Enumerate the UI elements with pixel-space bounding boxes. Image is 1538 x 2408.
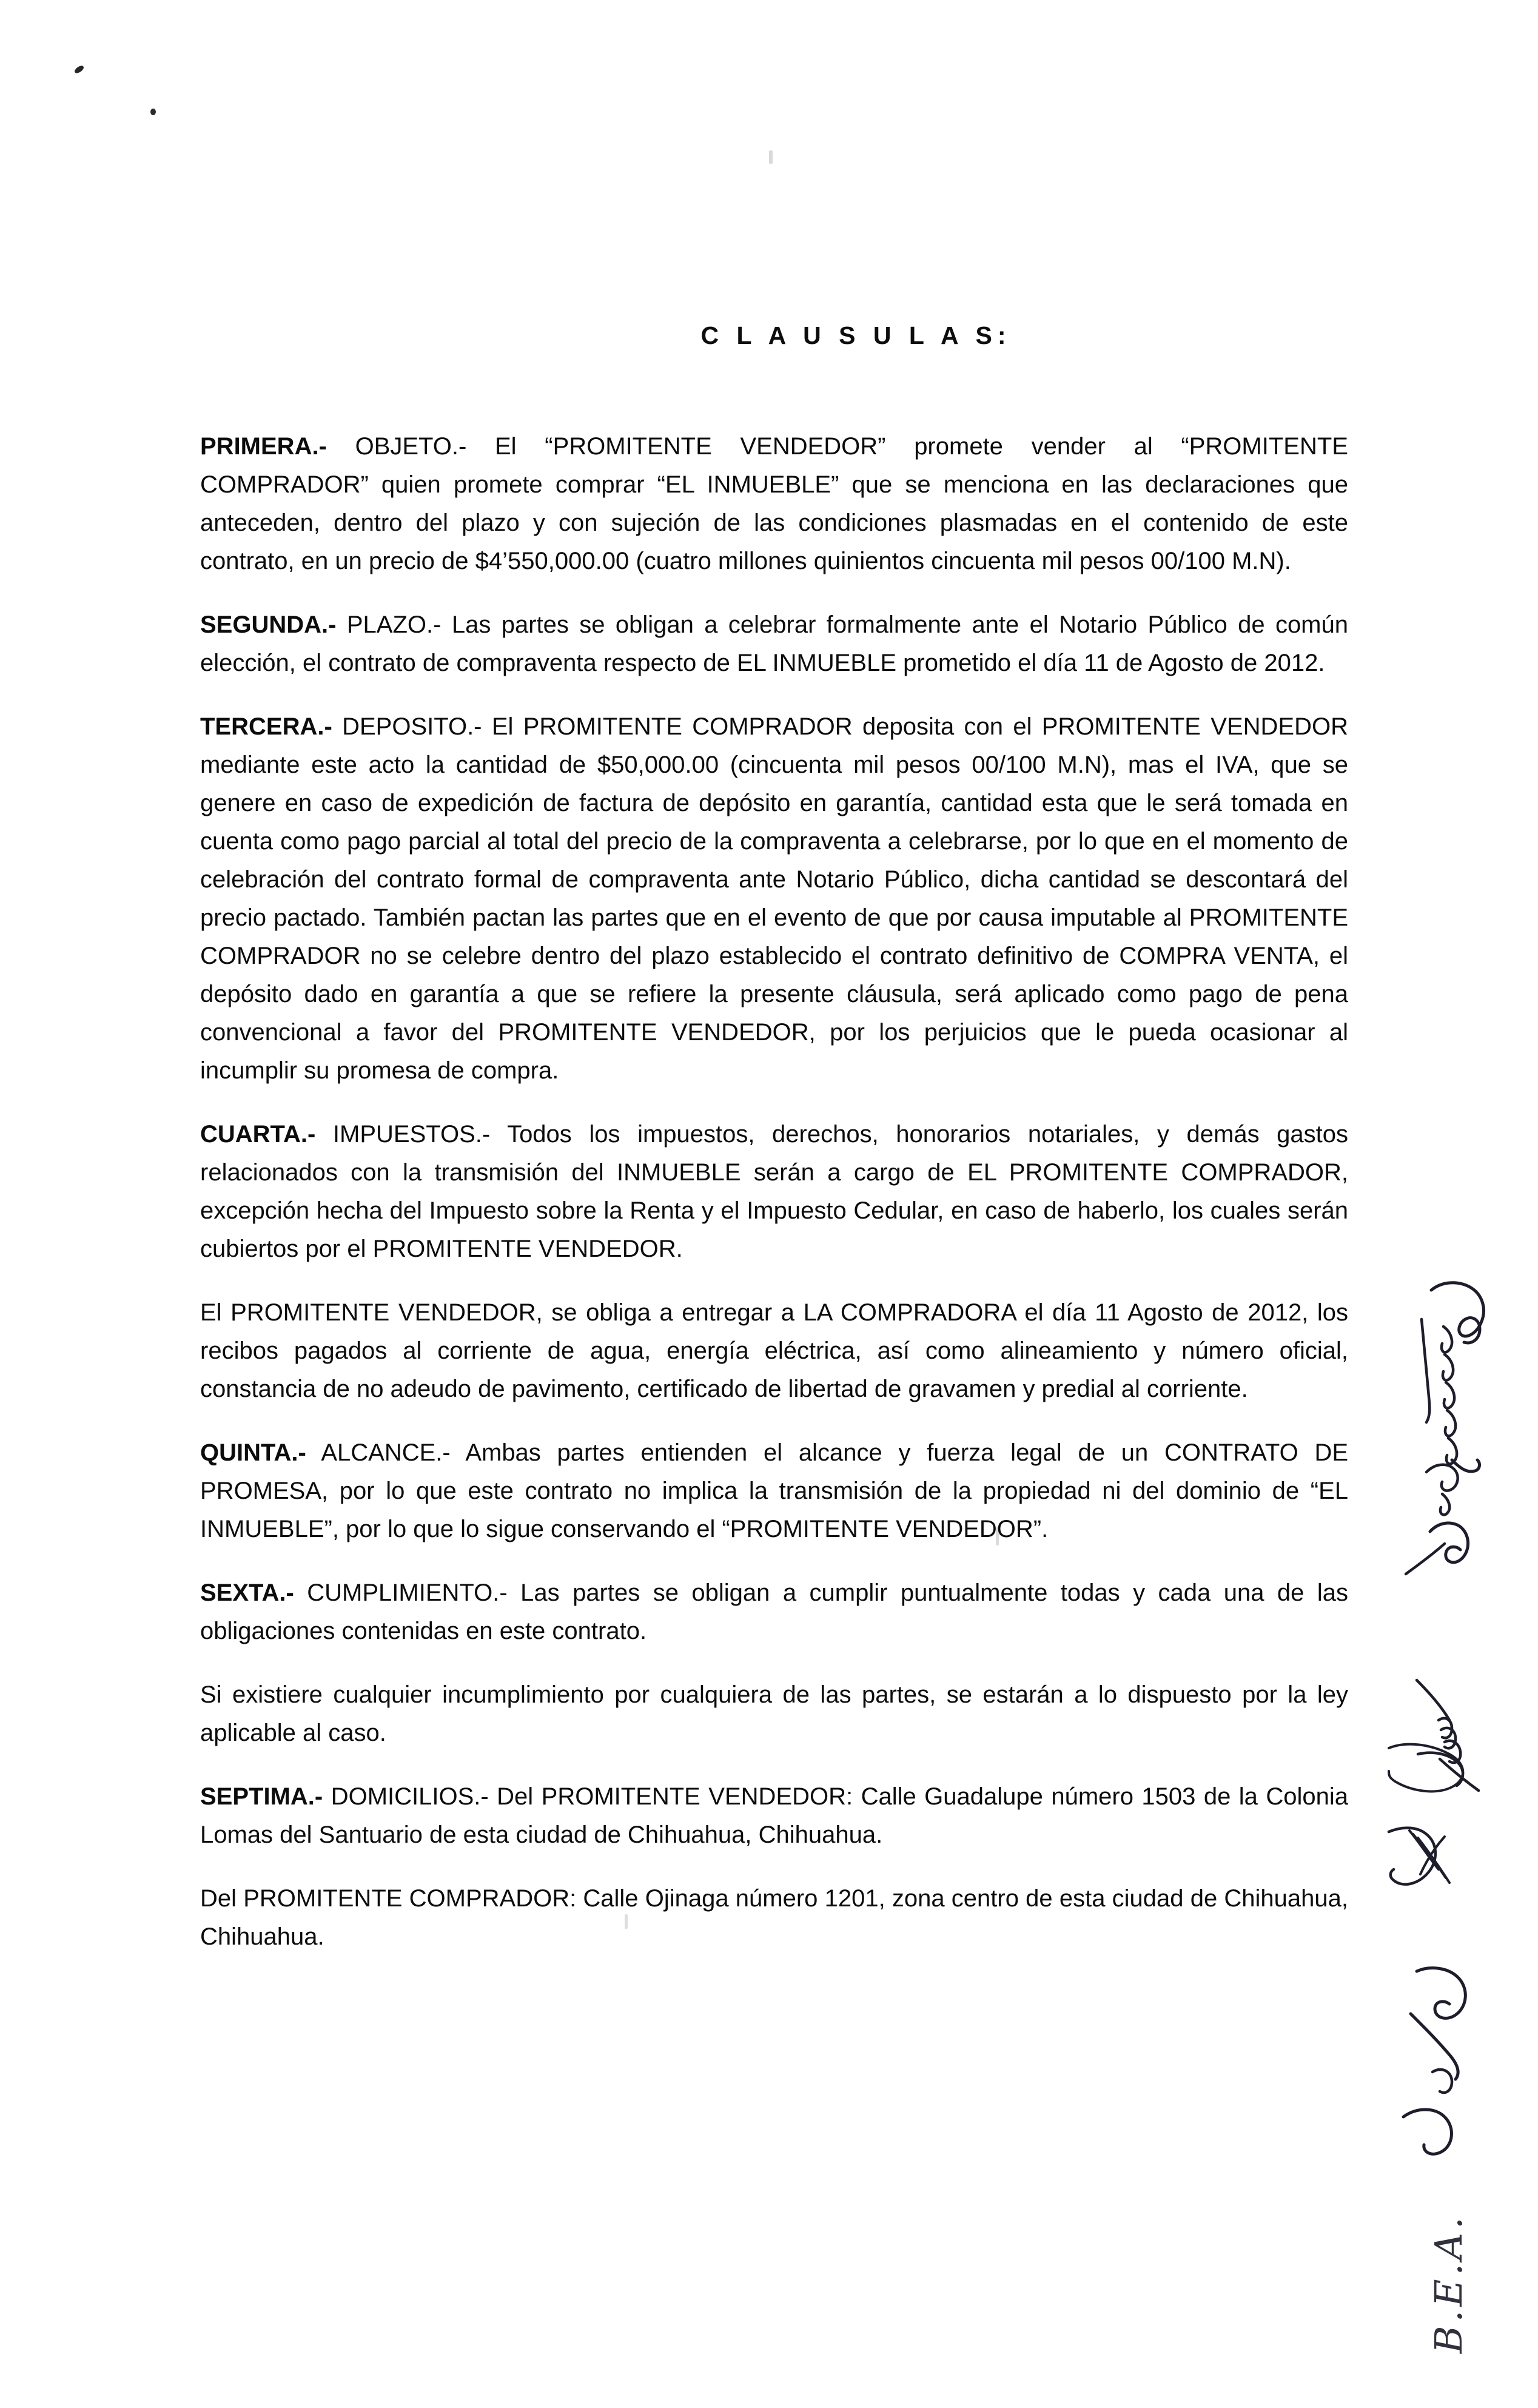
paragraph-domicilio-comprador (200, 1880, 1348, 1956)
clause-quinta-body: Ambas partes entienden el alcance y fuerza legal de un CONTRATO DE PROMESA, por lo que este contrato no implica la transmisión de la propiedad ni del dominio de “EL INMUEBLE”, por lo que lo sigue conservando el “PROMITENTE VENDEDOR”. (200, 1439, 1349, 1542)
clause-septima (200, 1778, 1348, 1854)
clause-sexta-label: SEXTA.- (200, 1579, 294, 1606)
scan-speck-icon (73, 64, 85, 75)
clause-primera-heading: OBJETO.- (355, 433, 467, 460)
paragraph-entrega-documentos (200, 1294, 1348, 1408)
clause-tercera (200, 708, 1348, 1090)
clause-primera (200, 428, 1348, 580)
clause-primera-label: PRIMERA.- (200, 433, 327, 460)
paragraph-incumplimiento (200, 1676, 1348, 1752)
clause-quinta (200, 1434, 1348, 1549)
clause-sexta-body: Las partes se obligan a cumplir puntualmente todas y cada una de las obligaciones contenidas en este contrato. (200, 1579, 1348, 1644)
scan-speck-icon (769, 150, 773, 164)
clause-septima-label: SEPTIMA.- (200, 1783, 323, 1810)
clause-sexta (200, 1574, 1348, 1650)
margin-initials: B.E.A. (1426, 2213, 1471, 2353)
clause-cuarta-body: Todos los impuestos, derechos, honorarios notariales, y demás gastos relacionados con la transmisión del INMUEBLE serán a cargo de EL PROMITENTE COMPRADOR, excepción hecha del Impuesto sobre la Renta y el Impuesto Cedular, en caso de haberlo, los cuales serán cubiertos por el PROMITENTE VENDEDOR. (200, 1121, 1348, 1262)
margin-signature-3 (1392, 1935, 1514, 2178)
clause-tercera-body: El PROMITENTE COMPRADOR deposita con el PROMITENTE VENDEDOR mediante este acto la cantidad de $50,000.00 (cincuenta mil pesos 00/100 M.N), mas el IVA, que se genere en caso de expedición de factura de depósito en garantía, cantidad esta que le será tomada en cuenta como pago parcial al total del precio de la compraventa a celebrarse, por lo que en el momento de celebración del contrato formal de compraventa ante Notario Público, dicha cantidad se descontará del precio pactado. También pactan las partes que en el evento de que por causa imputable al PROMITENTE COMPRADOR no se celebre dentro del plazo establecido el contrato definitivo de COMPRA VENTA, el depósito dado en garantía a que se refiere la presente cláusula, será aplicado como pago de pena convencional a favor del PROMITENTE VENDEDOR, por los perjuicios que le pueda ocasionar al incumplir su promesa de compra. (200, 713, 1348, 1084)
clause-segunda (200, 606, 1348, 682)
clause-septima-heading: DOMICILIOS.- (331, 1783, 489, 1810)
margin-signature-2 (1389, 1577, 1510, 1953)
clause-primera-body: El “PROMITENTE VENDEDOR” promete vender al “PROMITENTE COMPRADOR” quien promete comprar “EL INMUEBLE” que se menciona en las declaraciones que anteceden, dentro del plazo y con sujeción de las condiciones plasmadas en el contenido de este contrato, en un precio de $4’550,000.00 (cuatro millones quinientos cincuenta mil pesos 00/100 M.N). (200, 433, 1348, 574)
clause-cuarta (200, 1115, 1348, 1268)
clause-septima-body: Del PROMITENTE VENDEDOR: Calle Guadalupe número 1503 de la Colonia Lomas del Santuario de esta ciudad de Chihuahua, Chihuahua. (200, 1783, 1348, 1848)
paragraph-incumplimiento-body: Si existiere cualquier incumplimiento por cualquiera de las partes, se estarán a lo dispuesto por la ley aplicable al caso. (200, 1681, 1348, 1746)
document-body (200, 321, 1348, 1956)
scan-speck-icon (150, 109, 156, 115)
clause-quinta-heading: ALCANCE.- (321, 1439, 451, 1466)
clause-segunda-label: SEGUNDA.- (200, 611, 337, 638)
clause-tercera-heading: DEPOSITO.- (342, 713, 482, 740)
paragraph-entrega-documentos-body: El PROMITENTE VENDEDOR, se obliga a entregar a LA COMPRADORA el día 11 Agosto de 2012, los recibos pagados al corriente de agua, energía eléctrica, así como alineamiento y número oficial, constancia de no adeudo de pavimento, certificado de libertad de gravamen y predial al corriente. (200, 1299, 1348, 1402)
clause-tercera-label: TERCERA.- (200, 713, 332, 740)
clause-segunda-body: Las partes se obligan a celebrar formalmente ante el Notario Público de común elección, el contrato de compraventa respecto de EL INMUEBLE prometido el día 11 de Agosto de 2012. (200, 611, 1348, 676)
clause-segunda-heading: PLAZO.- (346, 611, 442, 638)
clause-sexta-heading: CUMPLIMIENTO.- (307, 1579, 508, 1606)
clause-cuarta-heading: IMPUESTOS.- (332, 1121, 491, 1148)
clause-cuarta-label: CUARTA.- (200, 1121, 316, 1148)
paragraph-domicilio-comprador-body: Del PROMITENTE COMPRADOR: Calle Ojinaga número 1201, zona centro de esta ciudad de Chihuahua, Chihuahua. (200, 1885, 1348, 1950)
page-title: C L A U S U L A S: (700, 321, 1012, 349)
margin-signature-1 (1384, 1246, 1505, 1586)
clause-quinta-label: QUINTA.- (200, 1439, 306, 1466)
